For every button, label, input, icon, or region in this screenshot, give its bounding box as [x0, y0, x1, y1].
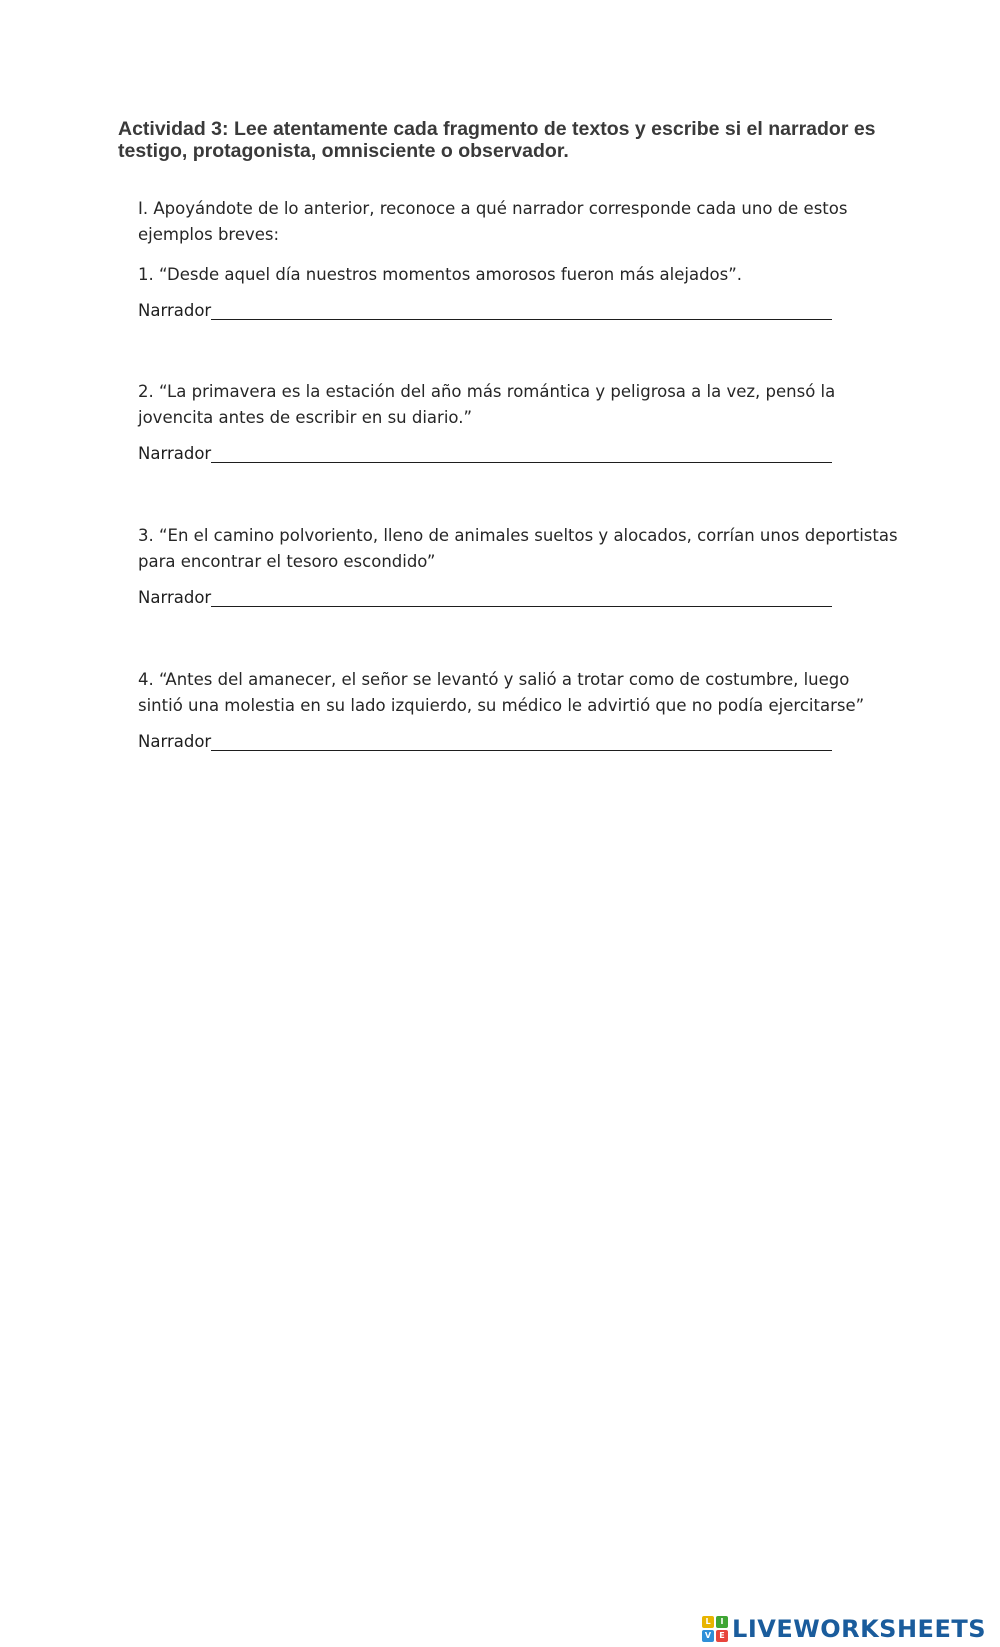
liveworksheets-logo: [702, 1615, 986, 1643]
answer-4-label: Narrador: [138, 732, 212, 751]
answer-4-line[interactable]: [211, 750, 832, 751]
question-4: [138, 667, 898, 755]
instructions: [138, 196, 898, 248]
question-2: [138, 379, 898, 467]
instructions-text: I. Apoyándote de lo anterior, reconoce a qué narrador corresponde cada uno de estos ejemplos breves:: [138, 199, 848, 244]
question-1-text: 1. “Desde aquel día nuestros momentos amorosos fueron más alejados”.: [138, 265, 743, 284]
activity-title: Actividad 3: Lee atentamente cada fragmento de textos y escribe si el narrador es testigo, protagonista, omnisciente o observador.: [118, 118, 876, 162]
question-4-text: 4. “Antes del amanecer, el señor se levantó y salió a trotar como de costumbre, luego sintió una molestia en su lado izquierdo, su médico le advirtió que no podía ejercitarse”: [138, 670, 865, 715]
answer-3[interactable]: [138, 587, 898, 611]
answer-1-line[interactable]: [211, 319, 832, 320]
answer-4[interactable]: [138, 731, 898, 755]
answer-3-label: Narrador: [138, 588, 212, 607]
question-3: [138, 523, 898, 611]
answer-2[interactable]: [138, 443, 898, 467]
answer-1[interactable]: [138, 300, 898, 324]
answer-1-label: Narrador: [138, 301, 212, 320]
question-3-text: 3. “En el camino polvoriento, lleno de animales sueltos y alocados, corrían unos deportistas para encontrar el tesoro escondido”: [138, 526, 898, 571]
question-1: [138, 262, 898, 324]
answer-3-line[interactable]: [211, 606, 832, 607]
liveworksheets-logo-icon: L I V E: [702, 1616, 728, 1642]
liveworksheets-logo-text: LIVEWORKSHEETS: [732, 1615, 986, 1643]
answer-2-label: Narrador: [138, 444, 212, 463]
answer-2-line[interactable]: [211, 462, 832, 463]
question-2-text: 2. “La primavera es la estación del año más romántica y peligrosa a la vez, pensó la jovencita antes de escribir en su diario.”: [138, 382, 836, 427]
